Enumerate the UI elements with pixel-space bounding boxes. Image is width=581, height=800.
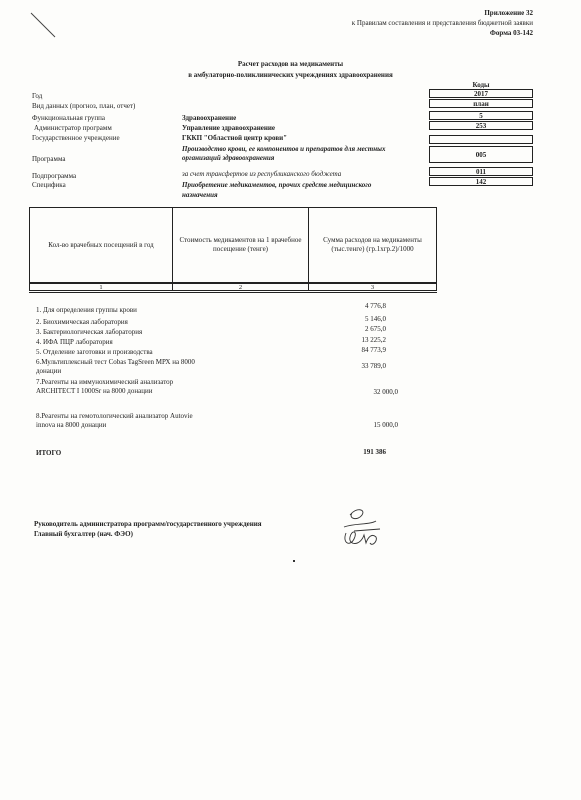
field-value-subprogram: за счет трансфертов из республиканского бюджета xyxy=(182,170,342,178)
code-program: 005 xyxy=(429,146,533,163)
ink-dot xyxy=(293,560,295,562)
list-item: 2. Биохимическая лаборатория xyxy=(36,318,128,326)
rules-label: к Правилам составления и представления бюджетной заявки xyxy=(351,19,533,27)
field-label-year: Год xyxy=(32,92,43,100)
code-subprogram: 011 xyxy=(429,167,533,176)
code-administrator: 253 xyxy=(429,121,533,130)
table-header-visits: Кол-во врачебных посещений в год xyxy=(29,207,173,283)
list-item-value: 32 000,0 xyxy=(373,388,398,396)
signature-line-accountant: Главный бухгалтер (нач. ФЭО) xyxy=(34,530,133,538)
table-bottom-rule xyxy=(29,292,437,293)
list-item-value: 2 675,0 xyxy=(365,325,386,333)
list-item: 3. Бактериологическая лаборатория xyxy=(36,328,143,336)
table-col-number-3: 3 xyxy=(308,283,437,291)
list-item-value: 33 789,0 xyxy=(361,362,386,370)
handwritten-signature xyxy=(336,503,386,551)
field-value-administrator: Управление здравоохранение xyxy=(182,124,276,132)
field-label-program: Программа xyxy=(32,155,66,163)
corner-slash-mark xyxy=(28,10,58,40)
field-value-institution: ГККП "Областной центр крови" xyxy=(182,134,288,142)
field-label-institution: Государственное учреждение xyxy=(32,134,120,142)
appendix-label: Приложение 32 xyxy=(484,9,533,17)
list-item-value: 5 146,0 xyxy=(365,315,386,323)
field-value-specifics: Приобретение медикаментов, прочих средств медицинского назначения xyxy=(182,181,372,199)
total-label: ИТОГО xyxy=(36,449,62,457)
document-subtitle: в амбулаторно-поликлинических учреждениях здравоохранения xyxy=(188,71,393,79)
table-col-number-2: 2 xyxy=(172,283,309,291)
field-label-data-type: Вид данных (прогноз, план, отчет) xyxy=(32,102,136,110)
code-data-type: план xyxy=(429,99,533,108)
signature-line-head: Руководитель администратора программ/государственного учреждения xyxy=(34,520,262,528)
field-label-subprogram: Подпрограмма xyxy=(32,172,77,180)
field-value-functional-group: Здравоохранение xyxy=(182,114,237,122)
document-title: Расчет расходов на медикаменты xyxy=(237,60,344,68)
code-year: 2017 xyxy=(429,89,533,98)
list-item: 8.Реагенты на гемотологический анализатор Autovie innova на 8000 донации xyxy=(36,412,193,429)
table-header-sum: Сумма расходов на медикаменты (тыс.тенге) (гр.1хгр.2)/1000 xyxy=(308,207,437,283)
code-institution xyxy=(429,135,533,144)
field-label-specifics: Специфика xyxy=(32,181,66,189)
list-item: 4. ИФА ПЦР лаборатория xyxy=(36,338,113,346)
code-functional-group: 5 xyxy=(429,111,533,120)
field-label-administrator: Администратор программ xyxy=(34,124,112,132)
form-label: Форма 03-142 xyxy=(489,29,533,37)
list-item-value: 84 773,9 xyxy=(361,346,386,354)
list-item: 5. Отделение заготовки и производства xyxy=(36,348,153,356)
table-col-number-1: 1 xyxy=(29,283,173,291)
list-item-value: 4 776,8 xyxy=(365,302,386,310)
list-item: 6.Мультиплексный тест Cobas TagSreen МРХ на 8000 донации xyxy=(36,358,195,375)
list-item: 1. Для определения группы крови xyxy=(36,306,137,314)
field-value-program: Производство крови, ее компонентов и препаратов для местных организаций здравоохранения xyxy=(182,145,386,162)
code-specifics: 142 xyxy=(429,177,533,186)
field-label-functional-group: Функциональная группа xyxy=(32,114,105,122)
table-header-cost: Стоимость медикаментов на 1 врачебное посещение (тенге) xyxy=(172,207,309,283)
list-item-value: 15 000,0 xyxy=(373,421,398,429)
codes-label: Коды xyxy=(472,81,490,89)
list-item-value: 13 225,2 xyxy=(361,336,386,344)
total-value: 191 386 xyxy=(363,448,386,456)
list-item: 7.Реагенты на иммунохимический анализатор ARCHITECT I 1000Sr на 8000 донации xyxy=(36,378,174,395)
